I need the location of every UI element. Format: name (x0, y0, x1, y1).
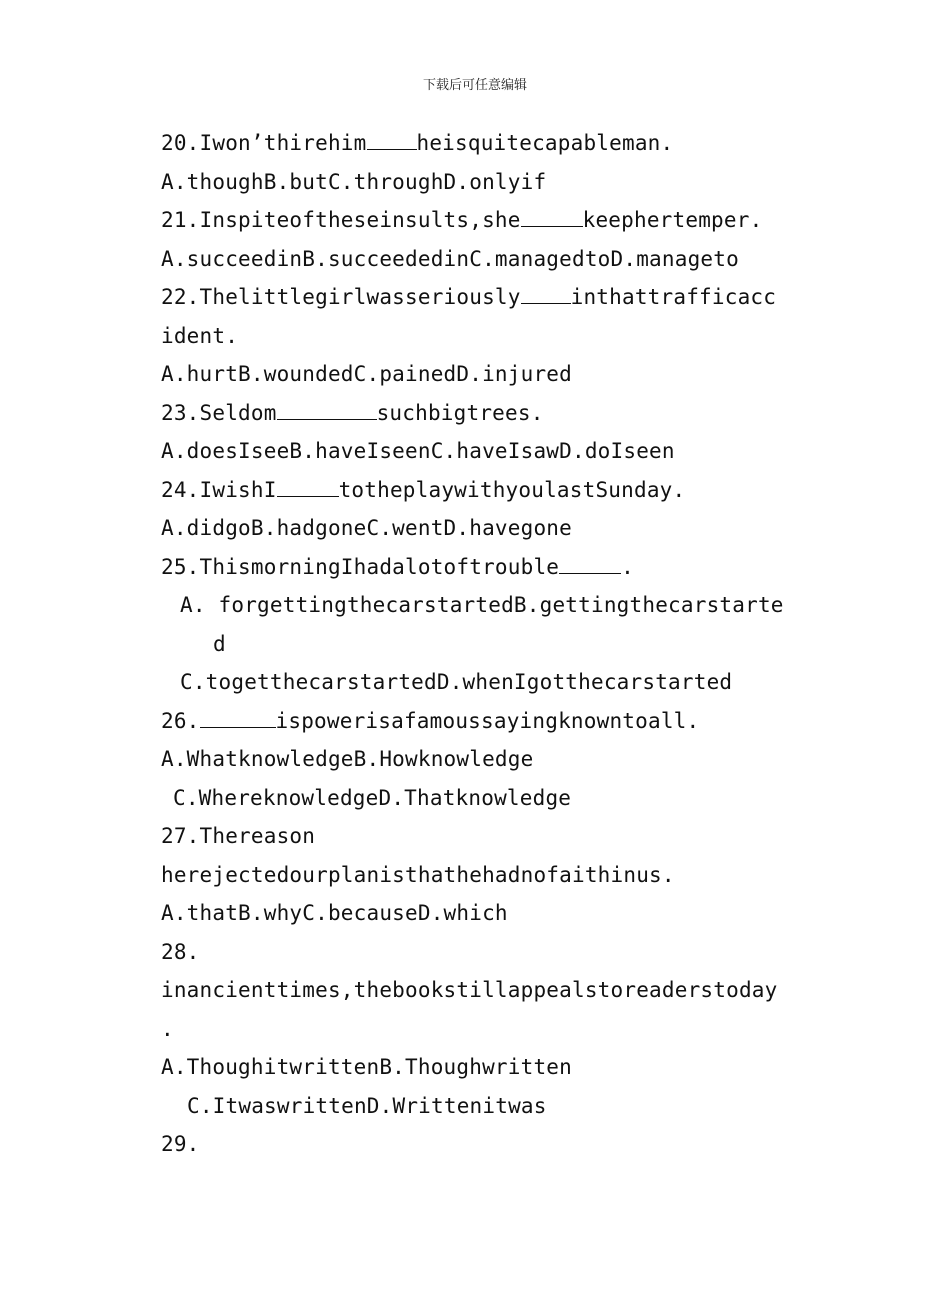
question-28: 28. (161, 939, 200, 964)
question-text: 23.Seldom (161, 400, 277, 425)
options-26-c: C.WhereknowledgeD.Thatknowledge (173, 785, 572, 810)
question-24 (161, 471, 801, 510)
question-text: 22.Thelittlegirlwasseriously (161, 285, 521, 309)
question-21 (161, 201, 801, 240)
question-26 (161, 702, 801, 741)
options-22: A.hurtB.woundedC.painedD.injured (161, 362, 572, 386)
question-text: suchbigtrees. (376, 400, 544, 425)
answer-blank (277, 474, 339, 497)
question-text: inthattrafficacc (570, 285, 777, 309)
question-27: 27.Thereason (161, 824, 316, 848)
answer-blank (521, 281, 571, 304)
question-text: heisquitecapableman. (416, 131, 674, 155)
options-28-c: C.ItwaswrittenD.Writtenitwas (187, 1093, 547, 1118)
question-text: 21.Inspiteoftheseinsults,she (161, 208, 521, 232)
question-23 (161, 394, 801, 433)
question-22-cont: ident. (161, 323, 239, 348)
options-26-a: A.WhatknowledgeB.Howknowledge (161, 747, 534, 771)
question-29: 29. (161, 1132, 200, 1156)
options-28-a: A.ThoughitwrittenB.Thoughwritten (161, 1055, 572, 1079)
question-28-end: . (161, 1016, 174, 1041)
options-25-c: C.togetthecarstartedD.whenIgotthecarstarted (180, 670, 733, 694)
question-20 (161, 124, 801, 163)
question-28-cont: inancienttimes,thebookstillappealstoreaderstoday (161, 978, 778, 1002)
question-text: . (621, 554, 634, 579)
options-23: A.doesIseeB.haveIseenC.haveIsawD.doIseen (161, 439, 675, 463)
question-text: totheplaywithyoulastSunday. (338, 477, 686, 502)
page-header: 下载后可任意编辑 (422, 78, 527, 93)
question-text: 25.ThismorningIhadalotoftrouble (161, 554, 560, 579)
options-27: A.thatB.whyC.becauseD.which (161, 901, 508, 925)
question-text: keephertemper. (582, 208, 763, 232)
question-text: ispowerisafamoussayingknowntoall. (275, 708, 700, 733)
question-list (161, 124, 801, 1164)
answer-blank (367, 127, 417, 150)
question-text: 20.Iwon’thirehim (161, 131, 367, 155)
question-25 (161, 548, 801, 587)
question-27-cont: herejectedourplanisthathehadnofaithinus. (161, 862, 675, 887)
options-24: A.didgoB.hadgoneC.wentD.havegone (161, 516, 572, 540)
options-21: A.succeedinB.succeededinC.managedtoD.manageto (161, 246, 739, 271)
options-20: A.thoughB.butC.throughD.onlyif (161, 169, 547, 194)
answer-blank (277, 397, 377, 420)
answer-blank (521, 204, 583, 227)
answer-blank (200, 705, 276, 728)
question-text: 26. (161, 708, 200, 733)
answer-blank (559, 551, 621, 574)
options-25-a: A. forgettingthecarstartedB.gettingthecarstarte (180, 593, 784, 617)
options-25-a-cont: d (213, 631, 226, 656)
question-22 (161, 278, 801, 317)
question-text: 24.IwishI (161, 477, 277, 502)
